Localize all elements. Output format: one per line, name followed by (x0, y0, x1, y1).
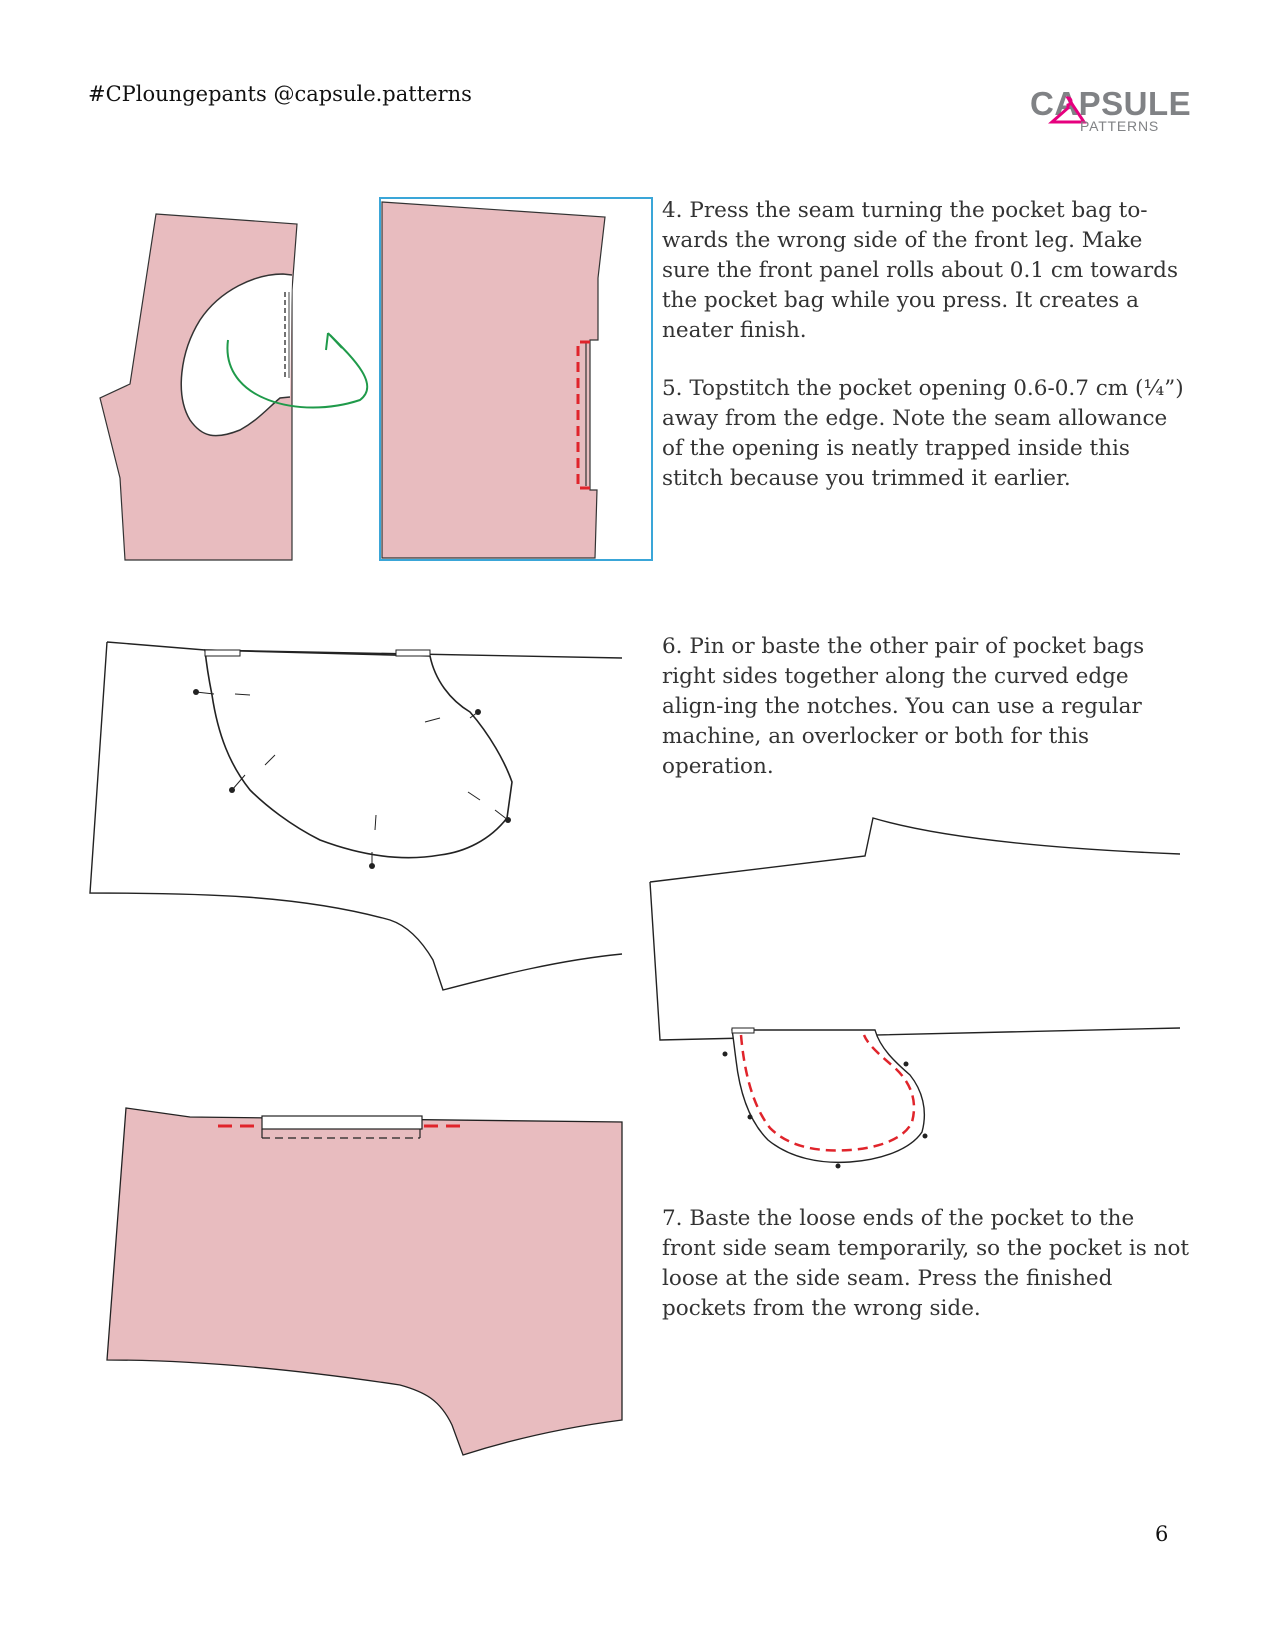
step-6-text: 6. Pin or baste the other pair of pocket bags right sides together along the curved edge align-ing the notches. You can use a regular machine, an overlocker or both for this operation. (662, 634, 1145, 779)
page-number: 6 (1155, 1522, 1169, 1546)
step-5-text: 5. Topstitch the pocket opening 0.6-0.7 cm (¼”) away from the edge. Note the seam allowance of the opening is neatly trapped inside this stitch because you trimmed it earlier. (662, 376, 1184, 491)
topstitch-closeup-illustration (380, 198, 652, 560)
pinned-pocket-bags-illustration (90, 642, 622, 990)
front-leg-pocket-opening-illustration (100, 214, 367, 560)
step-4-text: 4. Press the seam turning the pocket bag to-wards the wrong side of the front leg. Make sure the front panel rolls about 0.1 cm towards the pocket bag while you press. It creates a neater finish. (662, 198, 1178, 343)
step-7-text: 7. Baste the loose ends of the pocket to the front side seam temporarily, so the pocket is not loose at the side seam. Press the finished pockets from the wrong side. (662, 1206, 1190, 1321)
hashtag-header: #CPloungepants @capsule.patterns (88, 82, 472, 106)
logo-sub-text: PATTERNS (1080, 118, 1159, 134)
logo-main-text: CAPSULE (1030, 85, 1192, 122)
stitched-pocket-bags-illustration (650, 818, 1180, 1169)
basted-pocket-ends-illustration (107, 1108, 622, 1455)
